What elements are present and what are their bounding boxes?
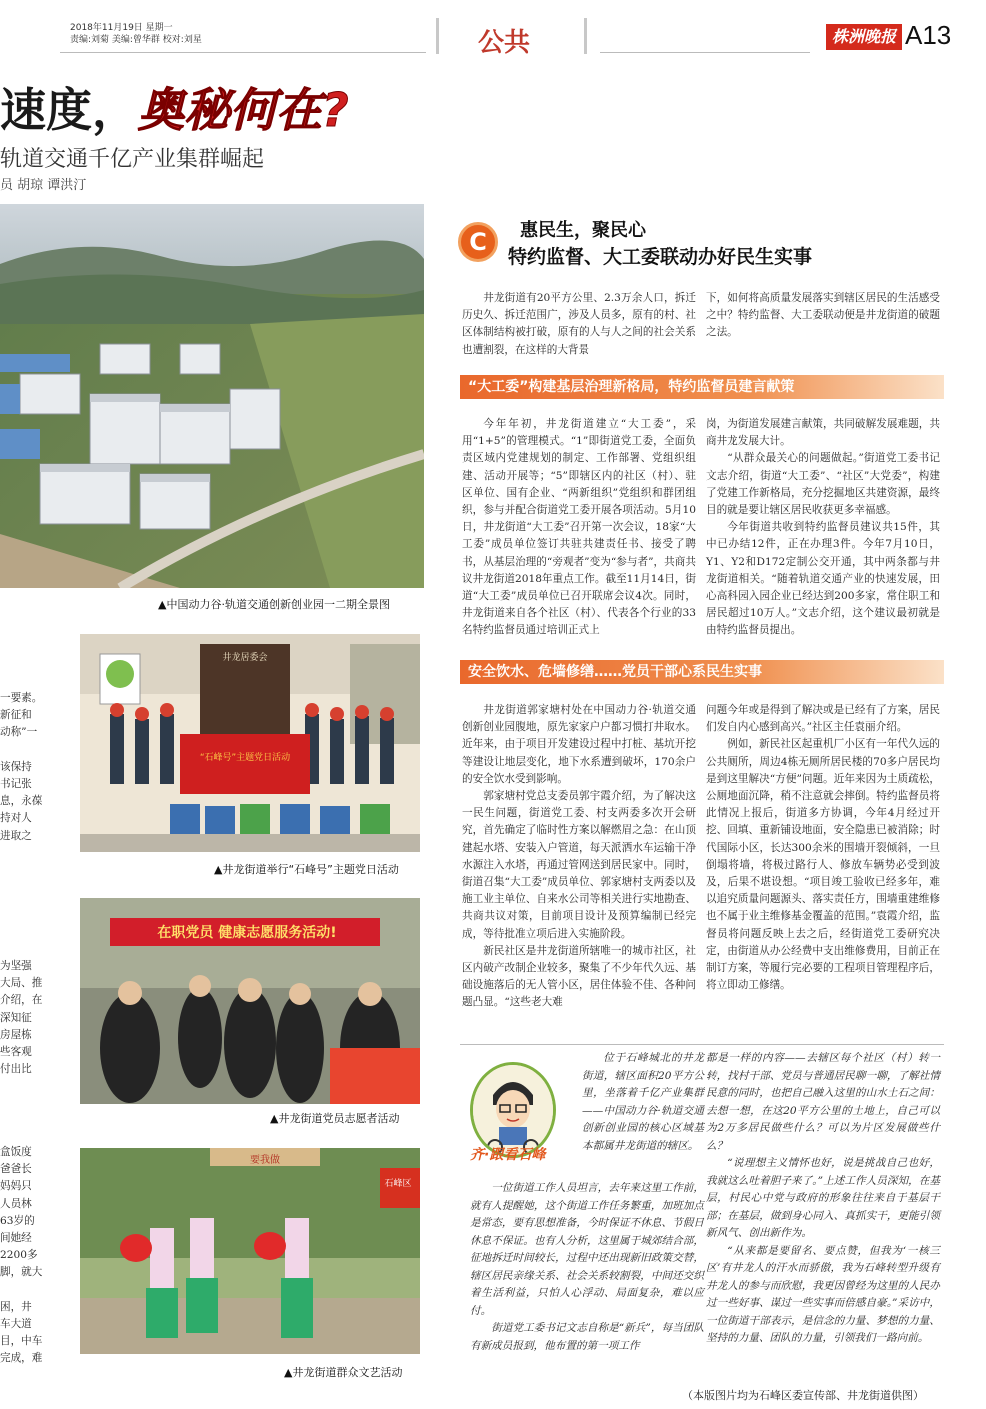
feature-intro-left xyxy=(462,290,696,359)
section-band-2: 安全饮水、危墙修缮……党员干部心系民生实事 xyxy=(460,660,944,684)
section1-paragraph: 今年年初，井龙街道建立“大工委”，采用“1+5”的管理模式。“1”即街道党工委，全面负责区域内党建规划的制定、工作部署、党组织组建、活动开展等；“5”即辖区内的社区（村）、驻区单位、国有企业、“两新组织”党组织和群团组织，参与并配合街道党工委开展各项活动。5月10日，井龙街道“大工委”召开第一次会议，18家“大工委”成员单位签订共驻共建责任书、接受了聘书，从基层治理的“旁观者”变为“参与者”，共商共议井龙街道2018年重点工作。截至11月14日，街道“大工委”成员单位已召开联席会议4次。同时，井龙街道来自各个社区（村）、代表各个行业的33名特约监督员通过培训正式上 xyxy=(462,418,697,637)
column-left-top xyxy=(582,1050,704,1155)
column-right xyxy=(706,1050,940,1348)
performance-photo xyxy=(80,1148,420,1354)
community-sign-text: 井龙居委会 xyxy=(222,653,268,663)
headline-red: 奥秘何在? xyxy=(138,83,349,137)
text-fragment: 一要素。 xyxy=(0,692,43,704)
section2-paragraph: 新民社区是井龙街道所辖唯一的城市社区，社区内破产改制企业较多，聚集了不少年代久远、基础设施落后的无人管小区，居住体验不佳、各种问题凸显。“这些老大难 xyxy=(462,944,696,1009)
section-c-badge: C xyxy=(458,222,498,262)
text-fragment: 妈妈只 xyxy=(0,1180,32,1193)
main-subhead: 轨道交通千亿产业集群崛起 xyxy=(0,147,265,172)
section2-paragraph: 郭家塘村党总支委员郭宇霞介绍，为了解决这一民生问题，街道党工委、村支两委多次开会研究，首先确定了临时性方案以解燃眉之急：在山顶建起水塔、安装入户管道，每天派洒水车运输干净水源注入水塔，再通过管网送到居民家中。同时，街道召集“大工委”成员单位、郭家塘村支两委以及施工业主单位、自来水公司等相关进行实地勘查、共商共议对策，目前项目设计及预算编制已经完成，等待批准立项后进入实施阶段。 xyxy=(462,790,696,940)
section2-paragraph: 问题今年或是得到了解决或是已经有了方案，居民们发自内心感到高兴。”社区主任袁丽介绍。 xyxy=(706,704,940,734)
text-fragment: 人员林 xyxy=(0,1197,32,1210)
text-fragment: 2200多 xyxy=(0,1249,38,1262)
header-divider-left xyxy=(436,18,439,54)
feature-title-line2: 特约监督、大工委联动办好民生实事 xyxy=(508,246,813,268)
column-left-bottom xyxy=(470,1180,704,1355)
text-fragment xyxy=(0,1282,76,1299)
header-meta xyxy=(70,22,202,46)
text-fragment: 介绍，在 xyxy=(0,994,43,1007)
text-fragment xyxy=(0,742,76,759)
text-fragment: 新征和 xyxy=(0,709,32,722)
photo4-caption: ▲井龙街道群众文艺活动 xyxy=(284,1366,403,1379)
text-fragment: 间她经 xyxy=(0,1232,32,1245)
text-fragment: 目，中车 xyxy=(0,1335,43,1348)
text-fragment: 大局、推 xyxy=(0,977,43,990)
page-number: A13 xyxy=(905,20,952,50)
text-fragment: 进取之 xyxy=(0,829,32,842)
section1-right-column xyxy=(706,416,940,640)
staff-credits: 责编:刘菊 美编:曾华群 校对:刘星 xyxy=(70,35,202,45)
text-fragment: 困，井 xyxy=(0,1300,32,1313)
feature-title-line1: 惠民生，聚民心 xyxy=(520,220,646,241)
column-paragraph: 都是一样的内容——去辖区每个社区（村）转一转，找村干部、党员与普通居民聊一聊，了解社情民意的同时，也把自己融入这里的山水土石之间：去想一想，在这20平方公里的土地上，自己可以为2万多居民做些什么？可以为片区发展做些什么？ xyxy=(706,1052,940,1152)
brand-logo: 株洲晚报 xyxy=(826,24,902,50)
aerial-park-photo xyxy=(0,204,424,588)
section1-left-column xyxy=(462,416,696,640)
column-paragraph: “从来都是要留名、要点赞，但我为‘一核三区’有井龙人的汗水而骄傲，我为石峰转型升级有井龙人的参与而欣慰，我更因曾经为这里的人民办过一些好事、谋过一些实事而倍感自豪。”采访中，一位街道干部表示，是信念的力量、梦想的力量、坚持的力量、团队的力量，引领我们一路向前。 xyxy=(706,1244,940,1344)
text-fragment: 付出比 xyxy=(0,1063,32,1076)
left-fragment-column-3 xyxy=(0,1144,76,1368)
text-fragment: 为坚强 xyxy=(0,960,32,972)
section1-paragraph: 岗，为街道发展建言献策，共同破解发展难题，共商井龙发展大计。 xyxy=(706,418,940,448)
left-fragment-column-1 xyxy=(0,690,76,845)
photo2-caption: ▲井龙街道举行“石峰号”主题党日活动 xyxy=(214,863,399,876)
text-fragment: 深知征 xyxy=(0,1011,32,1024)
party-day-illustration xyxy=(80,634,420,852)
section1-paragraph: “从群众最关心的问题做起。”街道党工委书记文志介绍，街道“大工委”、“社区”大党委”，构建了党建工作新格局，充分挖掘地区共建资源，最终目的就是要让辖区居民收获更多幸福感。 xyxy=(706,452,940,517)
aerial-park-illustration xyxy=(0,204,424,588)
text-fragment: 持对人 xyxy=(0,812,32,825)
text-fragment: 动称”一 xyxy=(0,726,38,739)
intro-paragraph-right: 下，如何将高质量发展落实到辖区居民的生活感受之中？特约监督、大工委联动便是井龙街道的破题之法。 xyxy=(706,292,940,339)
section1-paragraph: 今年街道共收到特约监督员建议共15件，其中已办结12件，正在办理3件。今年7月10日，Y1、Y2和D172定制公交开通，其中两条都与井龙街道相关。“随着轨道交通产业的快速发展，田心高科园入园企业已经达到200多家，常住职工和居民超过10万人。”文志介绍，这个建议最初就是由特约监督员提出。 xyxy=(706,521,940,637)
main-headline xyxy=(0,80,349,140)
text-fragment: 房屋栋 xyxy=(0,1028,32,1041)
column-divider xyxy=(460,1044,944,1045)
photo1-caption: ▲中国动力谷·轨道交通创新创业园一二期全景图 xyxy=(158,598,390,611)
text-fragment: 完成，难 xyxy=(0,1352,43,1365)
photo-credit-note: （本版图片均为石峰区委宣传部、井龙街道供图） xyxy=(682,1389,924,1402)
section2-paragraph: 例如，新民社区起重机厂小区有一年代久远的公共厕所，周边4栋无厕所居民楼的70多户居民均是到这里解决“方便”问题。近年来因为土质疏松，公厕地面沉降，稍不注意就会摔倒。特约监督员将此情况上报后，街道多方协调，今年4月经过开挖、回填、重新铺设地面，安全隐患已被消除；时代国际小区，长达300余米的围墙开裂倾斜，一旦倒塌将墙，将极过路行人、修放车辆势必受到波及，后果不堪设想。“项目竣工验收已经多年，难以追究质量问题源头、落实责任方，围墙重建维修也不属于业主维修基金覆盖的范围。”袁霞介绍，监督员将问题反映上去之后，经街道党工委研究决定，由街道从办公经费中支出维修费用，目前正在制订方案，等履行完必要的工程项目管理程序后，将立即动工修缮。 xyxy=(706,738,940,992)
headline-black: 速度， xyxy=(0,83,138,137)
volunteer-photo xyxy=(80,898,420,1104)
district-sign-text: 石峰区 xyxy=(384,1179,412,1189)
section-band-1: “大工委”构建基层治理新格局，特约监督员建言献策 xyxy=(460,375,944,399)
intro-paragraph-left: 井龙街道有20平方公里、2.3万余人口，拆迁历史久、拆迁范围广，涉及人员多，原有的村、社区体制结构被打破，原有的人与人之间的社会关系也遭割裂，在这样的大背景 xyxy=(462,292,696,356)
party-day-photo xyxy=(80,634,420,852)
text-fragment: 该保持 xyxy=(0,760,32,773)
text-fragment: 脚，就大 xyxy=(0,1266,43,1279)
text-fragment: 些客观 xyxy=(0,1046,32,1059)
header-divider-right xyxy=(584,18,587,54)
main-byline: 员 胡琼 谭洪汀 xyxy=(0,178,87,193)
photo3-caption: ▲井龙街道党员志愿者活动 xyxy=(270,1112,400,1125)
stage-sign-text: 要我做 xyxy=(250,1155,280,1166)
text-fragment: 车大道 xyxy=(0,1318,32,1331)
column-paragraph: 位于石峰城北的井龙街道，辖区面积20平方公里，坐落着千亿产业集群——中国动力谷·轨道交通创新创业园的核心区域基本都属井龙街道的辖区。 xyxy=(582,1052,704,1152)
volunteer-banner-text: 在职党员 健康志愿服务活动! xyxy=(157,925,337,941)
column-paragraph: 街道党工委书记文志自称是“新兵”，每当团队有新成员报到，他布置的第一项工作 xyxy=(470,1322,704,1352)
text-fragment: 书记张 xyxy=(0,778,32,791)
issue-date: 2018年11月19日 星期一 xyxy=(70,23,173,33)
section2-right-column xyxy=(706,702,940,994)
left-fragment-column-2 xyxy=(0,958,76,1078)
text-fragment: 爸爸长 xyxy=(0,1163,32,1176)
columnist-cartoon-icon xyxy=(473,1065,553,1155)
text-fragment: 息，永葆 xyxy=(0,795,43,808)
feature-intro-right xyxy=(706,290,940,342)
party-banner-text: “石峰号”主题党日活动 xyxy=(199,753,291,763)
section2-paragraph: 井龙街道郭家塘村处在中国动力谷·轨道交通创新创业园腹地，原先家家户户都习惯打井取水。近年来，由于项目开发建设过程中打桩、基坑开挖等建设让地层变化，地下水系遭到破坏，170余户的安全饮水受到影响。 xyxy=(462,704,696,785)
header-rule-right xyxy=(600,52,810,53)
section2-left-column xyxy=(462,702,696,1012)
column-paragraph: “说理想主义情怀也好，说是挑战自己也好，我就这么吐着胆子来了。”上述工作人员深知，在基层，村民心中党与政府的形象往往来自于基层干部；在基层，做到身心同入、真抓实干，更能引领新风气、创出新作为。 xyxy=(706,1157,940,1239)
text-fragment: 盒饭度 xyxy=(0,1146,32,1158)
section-name: 公共 xyxy=(478,28,531,58)
text-fragment: 63岁的 xyxy=(0,1214,35,1227)
column-paragraph: 一位街道工作人员坦言，去年来这里工作前，就有人提醒她，这个街道工作任务繁重，加班加点是常态，要有思想准备，今时保证不休息、节假日休息不保证。也有人分析，这里属于城郊结合部，征地拆迁时间较长，过程中还出现新旧政策交替，辖区居民亲缘关系、社会关系较割裂，中间还交织着生活利益，只怕人心浮动、局面复杂，难以应付。 xyxy=(470,1182,704,1317)
header-rule-left xyxy=(60,52,426,53)
performance-illustration xyxy=(80,1148,420,1354)
column-name: 齐·跟看石峰 xyxy=(470,1147,546,1163)
